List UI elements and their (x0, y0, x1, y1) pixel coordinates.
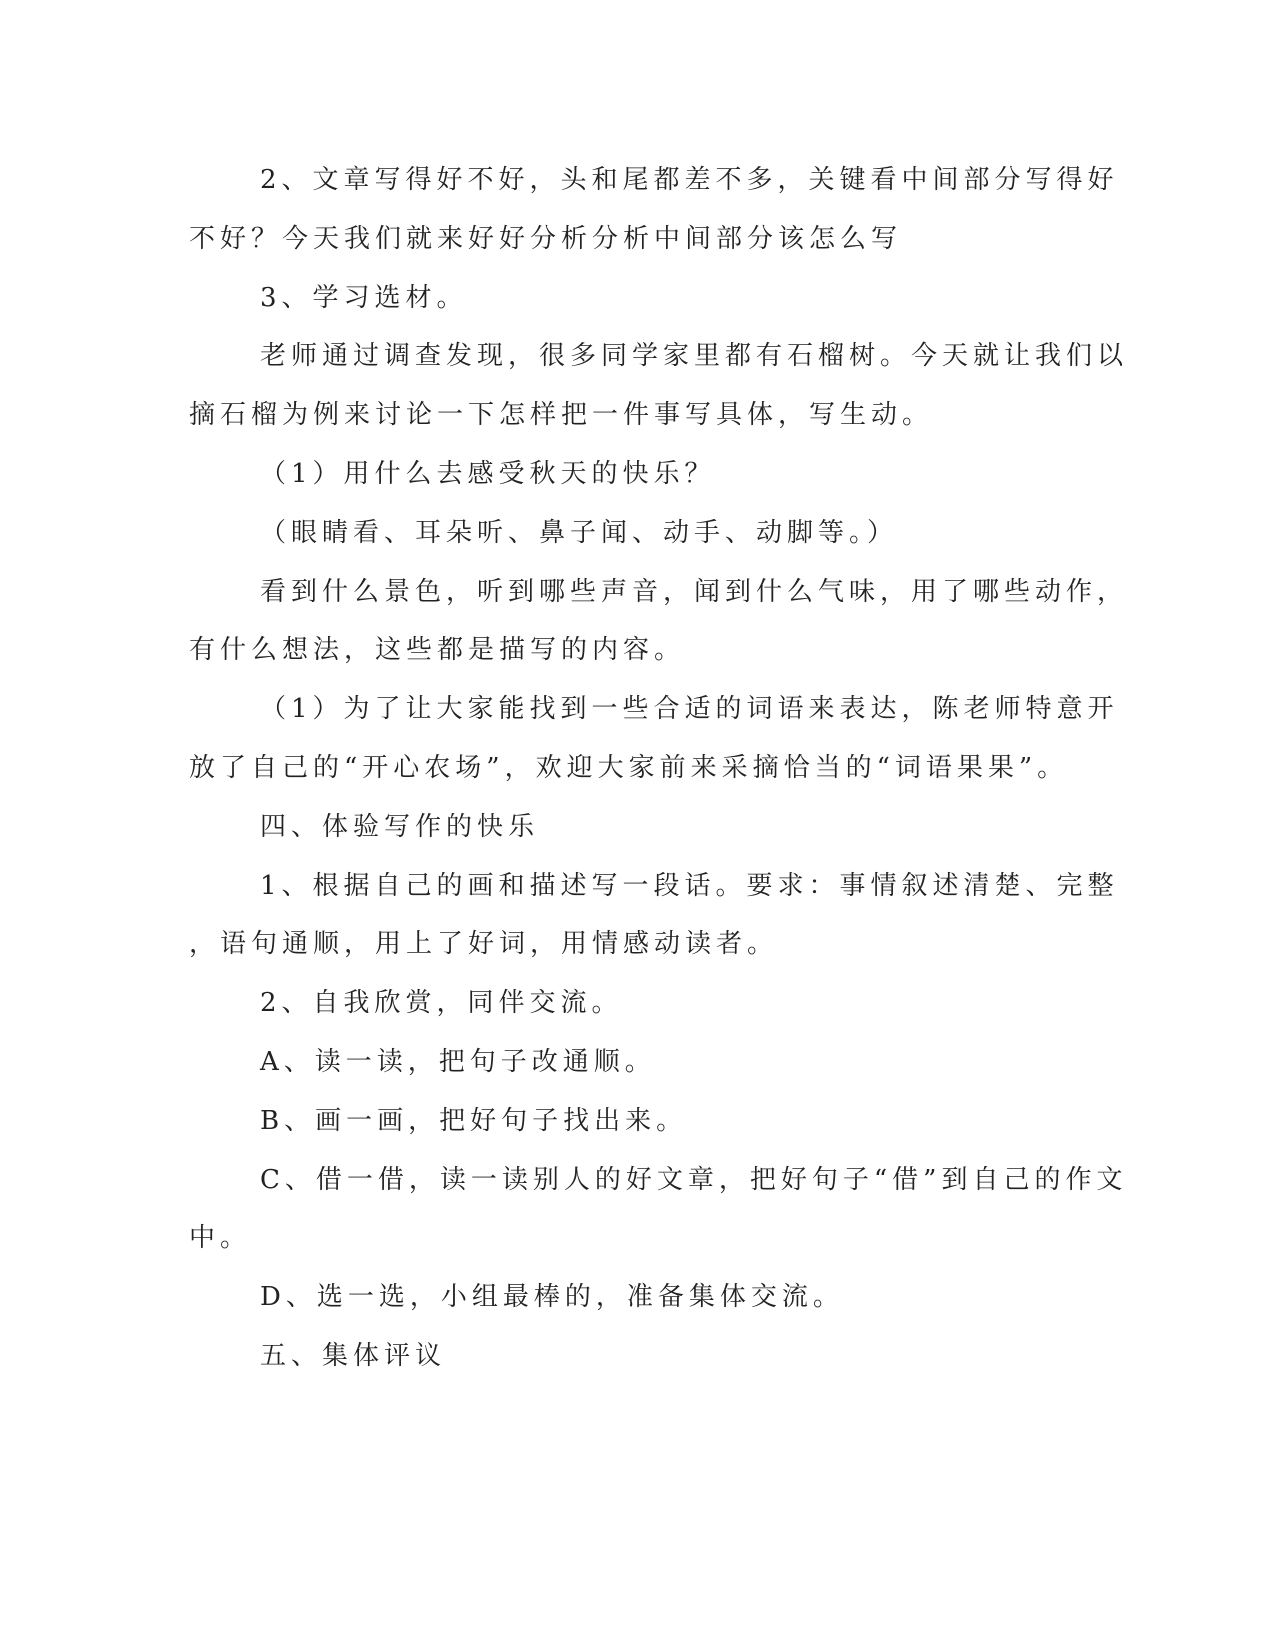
paragraph-line: （1）为了让大家能找到一些合适的词语来表达，陈老师特意开 (260, 694, 1119, 724)
section-heading: 五、集体评议 (260, 1341, 447, 1371)
list-item: A、读一读，把句子改通顺。 (260, 1047, 656, 1077)
paragraph-line: 不好？今天我们就来好好分析分析中间部分该怎么写 (189, 224, 903, 254)
paragraph-line: ，语句通顺，用上了好词，用情感动读者。 (189, 929, 779, 959)
list-item: D、选一选，小组最棒的，准备集体交流。 (260, 1282, 844, 1312)
section-heading: 四、体验写作的快乐 (260, 812, 540, 842)
paragraph-line: 摘石榴为例来讨论一下怎样把一件事写具体，写生动。 (189, 400, 934, 430)
list-item: B、画一画，把好句子找出来。 (260, 1106, 688, 1136)
paragraph-line: 2、文章写得好不好，头和尾都差不多，关键看中间部分写得好 (260, 165, 1119, 195)
paragraph-line: 有什么想法，这些都是描写的内容。 (189, 635, 686, 665)
paragraph-line: 看到什么景色，听到哪些声音，闻到什么气味，用了哪些动作， (260, 577, 1129, 607)
list-item: C、借一借，读一读别人的好文章，把好句子“借”到自己的作文 (260, 1165, 1128, 1195)
paragraph-line: 中。 (189, 1223, 252, 1253)
paragraph-line: 2、自我欣赏，同伴交流。 (260, 988, 623, 1018)
paragraph-line: 放了自己的“开心农场”，欢迎大家前来采摘恰当的“词语果果”。 (189, 753, 1069, 783)
paragraph-line: （1）用什么去感受秋天的快乐？ (260, 459, 716, 489)
paragraph-line: （眼睛看、耳朵听、鼻子闻、动手、动脚等。） (260, 518, 899, 548)
paragraph-line: 3、学习选材。 (260, 283, 468, 313)
paragraph-line: 1、根据自己的画和描述写一段话。要求：事情叙述清楚、完整 (260, 871, 1119, 901)
paragraph-line: 老师通过调查发现，很多同学家里都有石榴树。今天就让我们以 (260, 341, 1129, 371)
